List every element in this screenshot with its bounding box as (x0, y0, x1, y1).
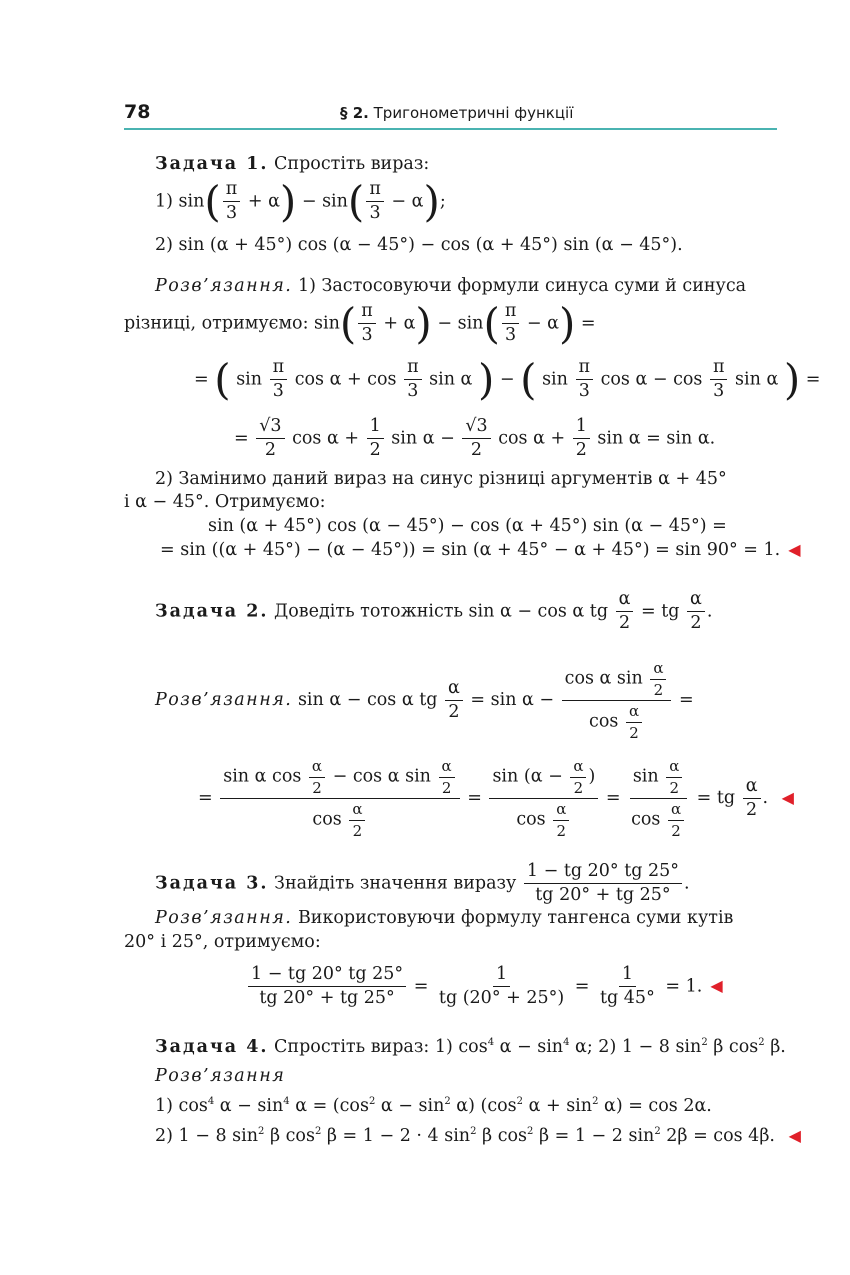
task1-solution-line3: = ( sin $\frac{\pi}{3}$ cos α + cos $\frac{\pi}{3}$ sin α ) − ( sin $\frac{\pi}{3}$ cos α − cos $\frac{\pi}{3}$ sin α ) = (194, 354, 821, 404)
task4-solution-label: Розв’язання (155, 1066, 286, 1086)
task1-solution-part2-line4: = sin ((α + 45°) − (α − 45°)) = sin (α + 45° − α + 45°) = sin 90° = 1. ◀ (160, 540, 801, 560)
end-of-solution-marker: ◀ (788, 540, 801, 559)
task4-solution-line2: 2) 1 − 8 $\sin^2 \beta$ $\cos^2 \beta = 1 - 2 \cdot 4$ $\sin^2 \beta$ $\cos^2 \beta = 1 - 2$ $\sin^2 2\beta = \cos 4\beta$. ◀ (155, 1125, 801, 1146)
end-of-solution-marker: ◀ (710, 976, 723, 996)
task2-solution-line2: = sin α cos $\frac{\alpha}{2}$ − cos α sin $\frac{\alpha}{2}$ cos $\frac{\alpha}{2}$ = sin (α − $\frac{\alpha}{2}$ ) cos $\frac{\alpha}{2}$ = sin $\frac{\alpha}{2}$ cos $\frac{\alpha}{2}$ = tg $\frac{\alpha}{2}$ . ◀ (198, 757, 794, 840)
end-of-solution-marker: ◀ (781, 788, 794, 807)
task3-statement: Задача 3. Знайдіть значення виразу $\frac{1 - tg 20^\circ tg 25^\circ}{tg 20^\circ + tg 25^\circ}$ . (155, 861, 690, 906)
task1-statement: Задача 1. Спростіть вираз: (155, 154, 430, 174)
task2-solution-line1: Розв’язання. sin α − cos α tg $\frac{\alpha}{2}$ = sin α − cos α sin $\frac{\alpha}{2}$ cos $\frac{\alpha}{2}$ = (155, 659, 694, 742)
task4-statement: Задача 4. Спростіть вираз: 1) $\cos^4 \alpha - \sin^4 \alpha$; 2) 1 − 8 $\sin^2 \beta$ $\cos^2 \beta$. (155, 1036, 786, 1057)
task1-item1: 1) sin( $\frac{\pi}{3}$ + α) − sin( $\frac{\pi}{3}$ − α); (155, 176, 446, 226)
task3-solution-equation: $\frac{1 - tg 20^\circ tg 25^\circ}{tg 20^\circ + tg 25^\circ}$ = $\frac{1}{tg (20^\circ + 25^\circ)}$ = $\frac{1}{tg 45^\circ}$ = 1. ◀ (246, 965, 723, 1009)
task3-solution-line2: 20° і 25°, отримуємо: (124, 932, 321, 952)
task1-solution-line2: різниці, отримуємо: sin( $\frac{\pi}{3}$ + α) − sin( $\frac{\pi}{3}$ − α) = (124, 298, 596, 348)
task1-solution-part2-line1: 2) Замінимо даний вираз на синус різниці аргументів α + 45° (155, 469, 727, 489)
task1-solution-part2-line3: sin (α + 45°) cos (α − 45°) − cos (α + 45°) sin (α − 45°) = (208, 516, 727, 536)
task1-solution-line4: = $\frac{√3}{2}$ cos α + $\frac{1}{2}$ sin α − $\frac{√3}{2}$ cos α + $\frac{1}{2}$ sin α = sin α. (234, 416, 716, 461)
task4-solution-line1: 1) $\cos^4 \alpha - \sin^4 \alpha = (\cos^2$ $\alpha - \sin^2 \alpha$) ($\cos^2$ $\alpha + \sin^2 \alpha) = \cos 2\alpha$. (155, 1095, 712, 1116)
header-rule (124, 128, 777, 130)
end-of-solution-marker: ◀ (788, 1125, 801, 1145)
page-number: 78 (124, 101, 151, 123)
task1-item2: 2) sin (α + 45°) cos (α − 45°) − cos (α + 45°) sin (α − 45°). (155, 235, 683, 255)
task3-solution-line1: Розв’язання. Використовуючи формулу тангенса суми кутів (155, 908, 734, 928)
task2-statement: Задача 2. Доведіть тотожність sin α − cos α tg $\frac{\alpha}{2}$ = tg $\frac{\alpha}{2}$ . (155, 589, 713, 634)
running-header: § 2. Тригонометричні функції (340, 104, 574, 122)
task1-solution-part2-line2: і α − 45°. Отримуємо: (124, 492, 326, 512)
task1-solution-line1: Розв’язання. 1) Застосовуючи формули синуса суми й синуса (155, 276, 747, 296)
